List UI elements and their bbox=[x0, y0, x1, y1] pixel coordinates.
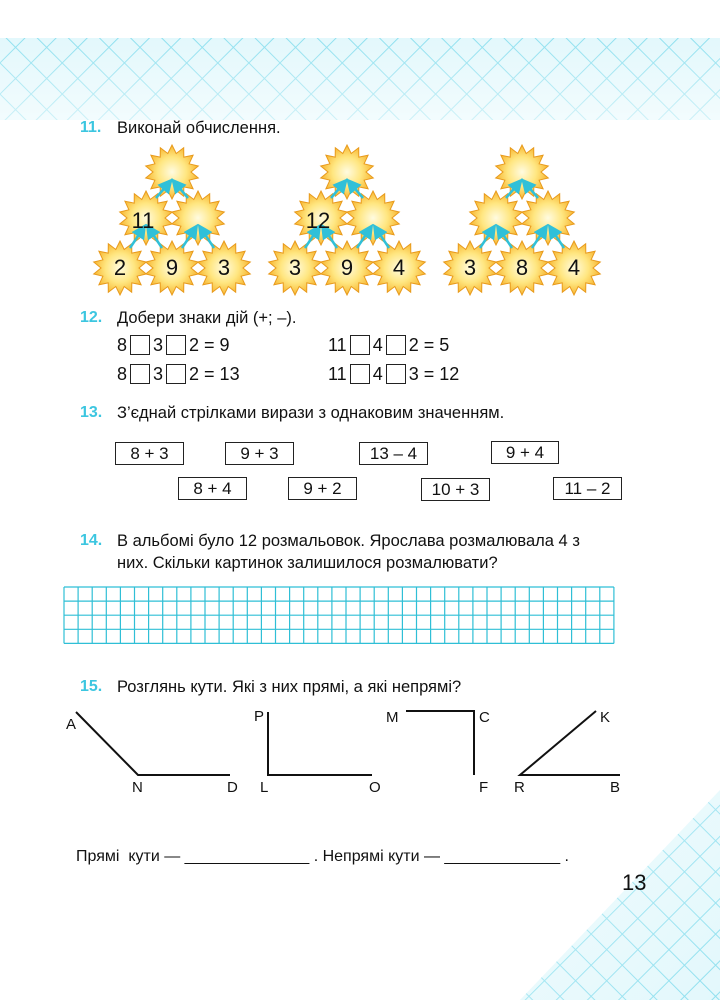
pyramid-number: 3 bbox=[463, 255, 477, 280]
equation-rest: 2 = 9 bbox=[189, 334, 230, 355]
operand: 11 bbox=[328, 334, 347, 355]
expression-box[interactable]: 11 – 2 bbox=[553, 477, 622, 500]
top-banner bbox=[0, 38, 720, 120]
expression-box[interactable]: 13 – 4 bbox=[359, 442, 428, 465]
expression-box[interactable]: 10 + 3 bbox=[421, 478, 490, 501]
sign-blank[interactable] bbox=[166, 364, 186, 384]
angle-MCF bbox=[406, 711, 474, 775]
angle-label: K bbox=[600, 709, 611, 726]
sign-blank[interactable] bbox=[350, 364, 370, 384]
sign-blank[interactable] bbox=[130, 335, 150, 355]
angle-label: O bbox=[369, 779, 381, 796]
angle-label: C bbox=[479, 709, 490, 726]
equation-row bbox=[328, 333, 449, 357]
star-cell bbox=[522, 191, 575, 245]
angle-label: A bbox=[66, 716, 77, 733]
page-number: 13 bbox=[622, 870, 647, 895]
sign-blank[interactable] bbox=[130, 364, 150, 384]
equation-row bbox=[117, 362, 240, 386]
sign-blank[interactable] bbox=[386, 335, 406, 355]
task-13-number: 13. bbox=[80, 404, 103, 421]
star-cell bbox=[172, 191, 225, 245]
expression-box[interactable]: 9 + 4 bbox=[491, 441, 559, 464]
corner-decoration bbox=[520, 790, 720, 1000]
expression-box[interactable]: 9 + 3 bbox=[225, 442, 294, 465]
angle-AND bbox=[76, 712, 230, 775]
star-cell bbox=[347, 191, 400, 245]
operand: 4 bbox=[372, 363, 383, 384]
pyramid-number: 2 bbox=[113, 255, 127, 280]
task-14-number: 14. bbox=[80, 532, 103, 549]
task-11-number: 11. bbox=[80, 119, 102, 136]
angle-label: B bbox=[610, 779, 621, 796]
task-14-line-2: них. Скільки картинок залишилося розмалювати? bbox=[117, 554, 498, 572]
sign-blank[interactable] bbox=[166, 335, 186, 355]
pyramid-number: 4 bbox=[567, 255, 581, 280]
star-cell bbox=[496, 145, 549, 199]
angle-label: N bbox=[132, 779, 143, 796]
pyramid-number: 9 bbox=[165, 255, 179, 280]
sign-blank[interactable] bbox=[350, 335, 370, 355]
pyramid-number: 9 bbox=[340, 255, 354, 280]
pyramid-number: 3 bbox=[217, 255, 231, 280]
operand: 8 bbox=[117, 363, 128, 384]
equation-row bbox=[117, 333, 230, 357]
equation-row bbox=[328, 362, 459, 386]
angle-label: D bbox=[227, 779, 238, 796]
angle-label: P bbox=[254, 708, 265, 725]
angle-label: L bbox=[260, 779, 269, 796]
angle-PLO bbox=[268, 712, 372, 775]
task-14-line-1: В альбомі було 12 розмальовок. Ярослава розмалювала 4 з bbox=[117, 532, 580, 550]
task-12-number: 12. bbox=[80, 309, 103, 326]
angle-label: R bbox=[514, 779, 525, 796]
equation-rest: 2 = 5 bbox=[408, 334, 450, 355]
task-15-text: Розглянь кути. Які з них прямі, а які непрямі? bbox=[117, 678, 462, 696]
task-13-text: З’єднай стрілками вирази з однаковим значенням. bbox=[117, 404, 505, 422]
operand: 3 bbox=[153, 363, 164, 384]
sign-blank[interactable] bbox=[386, 364, 406, 384]
equation-rest: 2 = 13 bbox=[189, 363, 240, 384]
task-15-number: 15. bbox=[80, 678, 103, 695]
answer-line[interactable]: Прямі кути — ______________ . Непрямі кути — _____________ . bbox=[76, 848, 569, 865]
pyramid-number: 8 bbox=[515, 255, 529, 280]
expression-box[interactable]: 8 + 4 bbox=[178, 477, 247, 500]
star-cell bbox=[146, 145, 199, 199]
star-cell bbox=[470, 191, 523, 245]
angles bbox=[76, 711, 620, 775]
equation-rest: 3 = 12 bbox=[408, 363, 460, 384]
angle-label: F bbox=[479, 779, 489, 796]
operand: 8 bbox=[117, 334, 128, 355]
pyramid-number: 4 bbox=[392, 255, 406, 280]
operand: 11 bbox=[328, 363, 347, 384]
operand: 3 bbox=[153, 334, 164, 355]
operand: 4 bbox=[372, 334, 383, 355]
star-cell bbox=[321, 145, 374, 199]
task-12-text: Добери знаки дій (+; –). bbox=[117, 309, 297, 327]
pyramid-number: 3 bbox=[288, 255, 302, 280]
angle-label: M bbox=[386, 709, 399, 726]
pyramid-number: 11 bbox=[131, 208, 155, 233]
expression-box[interactable]: 8 + 3 bbox=[115, 442, 184, 465]
task-11-text: Виконай обчислення. bbox=[117, 119, 281, 137]
pyramid-number: 12 bbox=[305, 208, 331, 233]
answer-grid bbox=[64, 587, 614, 643]
expression-box[interactable]: 9 + 2 bbox=[288, 477, 357, 500]
